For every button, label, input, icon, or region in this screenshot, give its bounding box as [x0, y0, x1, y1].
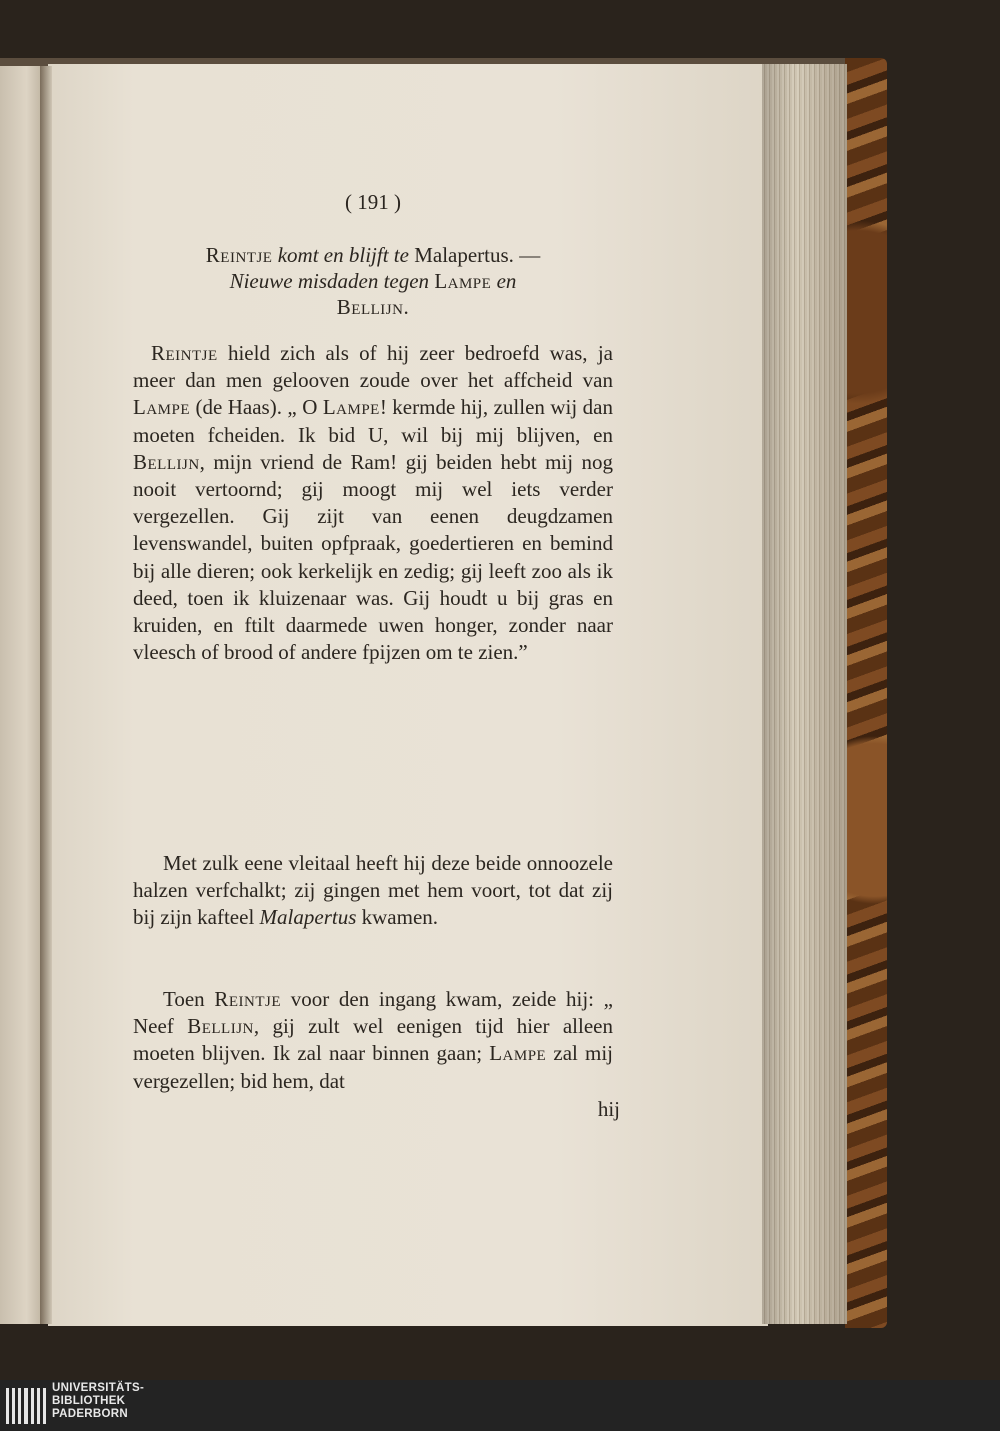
title-name-bellijn: Bellijn. [336, 295, 410, 319]
title-malapertus: Malapertus. [414, 243, 514, 267]
name-lampe: Lampe [489, 1041, 547, 1066]
text-run: hield zich als of hij zeer bedroefd was, ja meer dan men gelooven zoude over het affcheid van [133, 341, 613, 393]
title-italic-en: en [491, 269, 517, 293]
title-dash: — [513, 243, 541, 267]
text-run: kwamen. [356, 905, 439, 930]
text-run: ! kermde hij, zullen wij dan moeten fcheiden. Ik bid U, wil bij mij blijven, en [133, 395, 613, 447]
paragraph-3 [133, 986, 613, 1095]
name-lampe: Lampe [322, 395, 380, 420]
text-run: Met zulk eene vleitaal heeft hij deze beide onnoozele halzen verfchalkt; zij gingen met hem voort, tot dat zij bij zijn kafteel [133, 851, 613, 930]
page-edges-shade [762, 64, 847, 1324]
name-reintje: Reintje [214, 987, 282, 1011]
title-name-lampe: Lampe [434, 269, 492, 293]
catchword: hij [597, 1097, 620, 1121]
name-lampe: Lampe [133, 395, 191, 420]
left-page [0, 66, 44, 1324]
logo-line-3: PADERBORN [52, 1408, 128, 1420]
library-logo-text [52, 1382, 144, 1421]
title-line-3 [133, 294, 613, 320]
logo-line-1: UNIVERSITÄTS- [52, 1382, 145, 1394]
title-line-2 [133, 268, 613, 294]
library-footer-bar [0, 1380, 1000, 1431]
text-run: Toen [163, 987, 215, 1011]
title-italic-1: komt en blijft te [272, 243, 415, 267]
library-logo-icon [6, 1388, 46, 1424]
title-line-1 [133, 242, 613, 268]
text-run: (de Haas). „ O [190, 395, 323, 420]
text-run: , gij zult wel eenigen tijd hier alleen moeten blijven. Ik zal naar binnen gaan; [133, 1014, 613, 1066]
page-number-header: ( 191 ) [345, 190, 401, 214]
marbled-cover [845, 58, 887, 1328]
title-italic-2: Nieuwe misdaden tegen [229, 269, 435, 293]
chapter-title [133, 242, 613, 320]
page-gutter [40, 66, 52, 1324]
name-reintje: Reintje [151, 341, 218, 365]
text-run: voor den ingang kwam, zeide hij: „ Neef [133, 987, 613, 1039]
name-bellijn: Bellijn [187, 1014, 254, 1039]
name-bellijn: Bellijn [133, 449, 200, 474]
text-run: zal mij vergezellen; bid hem, dat [133, 1041, 614, 1093]
logo-line-2: BIBLIOTHEK [52, 1395, 126, 1407]
paragraph-2 [133, 850, 613, 932]
italic-malapertus: Malapertus [259, 905, 357, 930]
title-name-reintje: Reintje [205, 243, 273, 267]
text-run: , mijn vriend de Ram! gij beiden hebt mij nog nooit vertoornd; gij moogt mij wel iets verder vergezellen. Gij zijt van eenen deugdzamen levenswandel, buiten opfpraak, goedertieren en bemind bij alle dieren; ook kerkelijk en zedig; gij leeft zoo als ik deed, toen ik kluizenaar was. Gij houdt u bij gras en kruiden, en ftilt daarmede uwen honger, zonder naar vleesch of brood of andere fpijzen om te zien.” [133, 449, 613, 665]
paragraph-1 [133, 340, 613, 666]
